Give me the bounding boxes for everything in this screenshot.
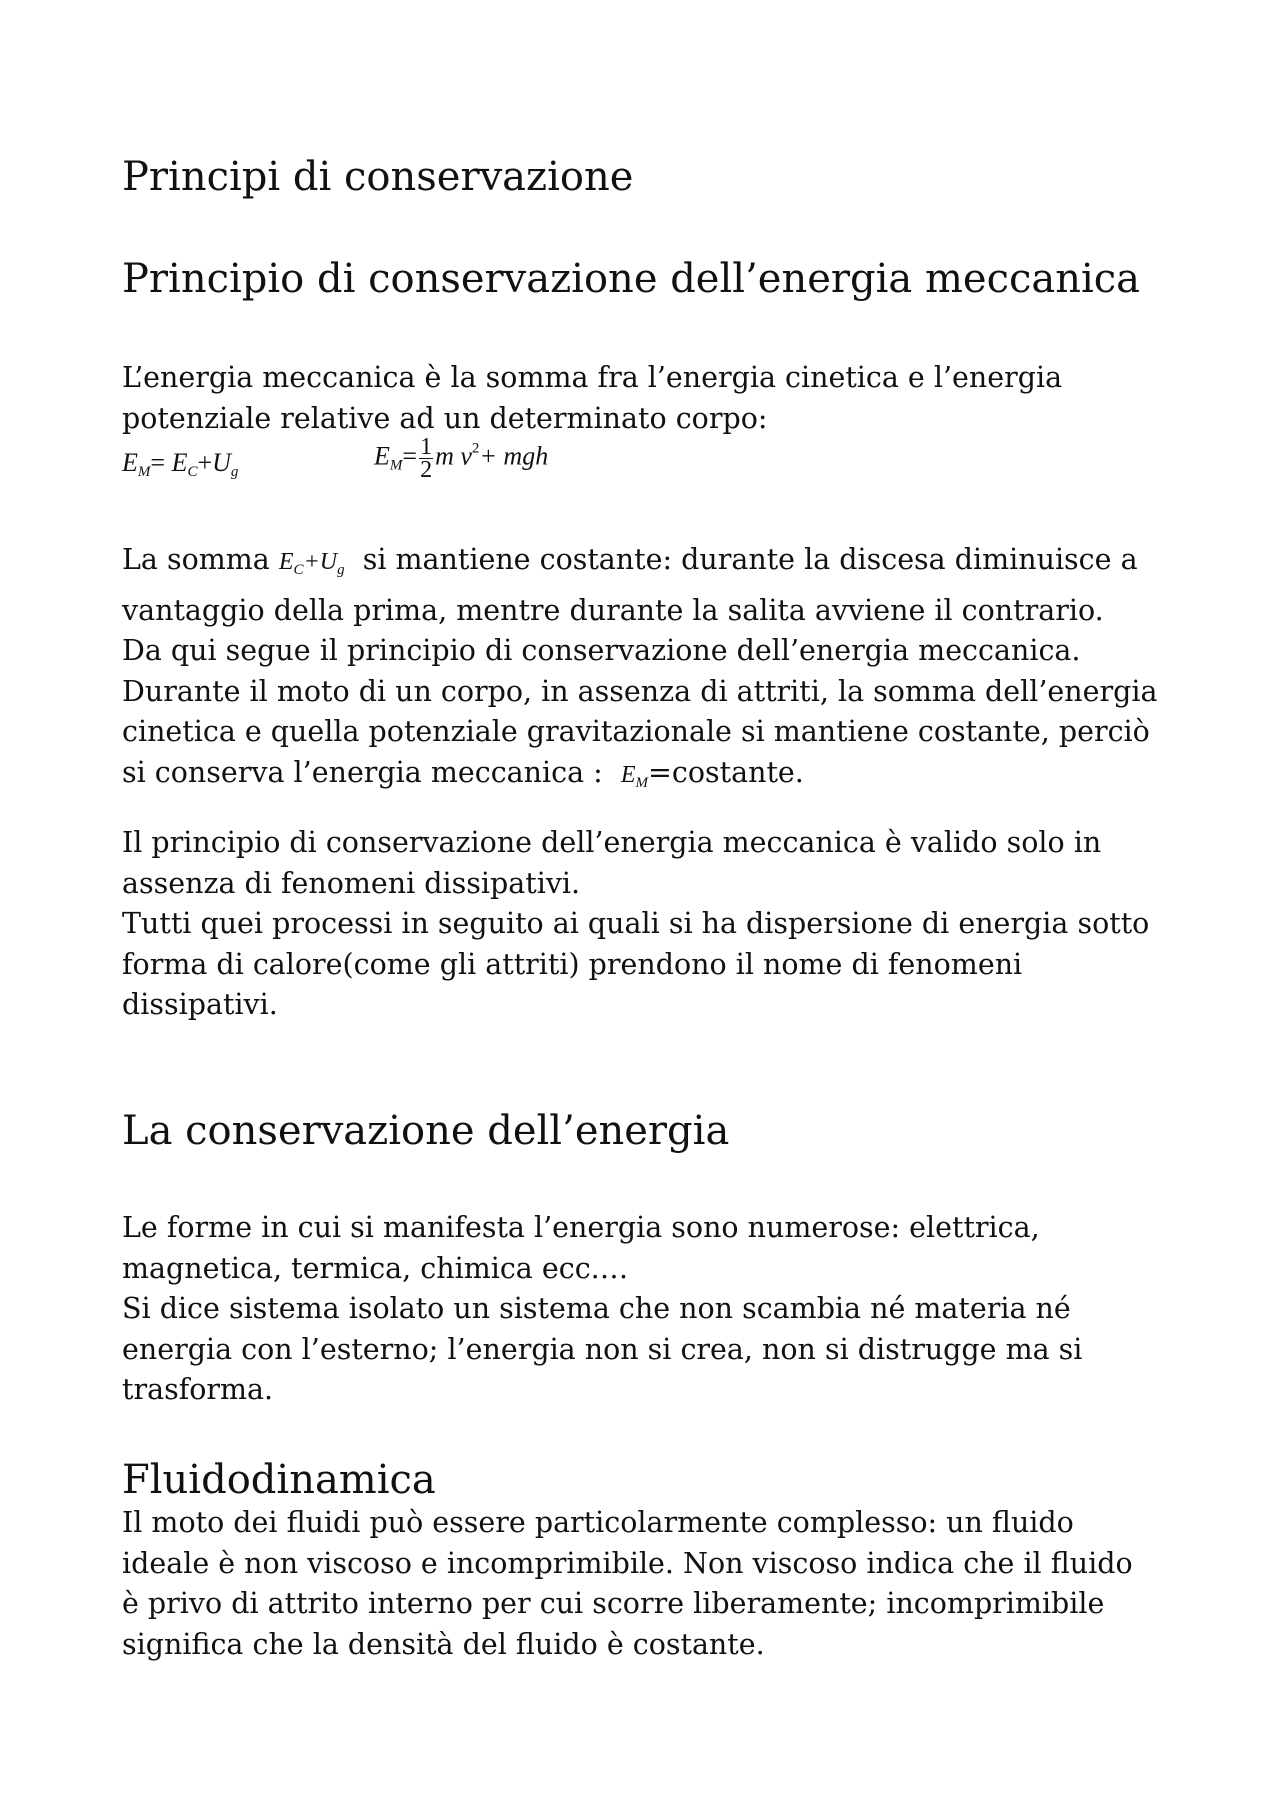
paragraph-dissipative (122, 823, 1182, 1026)
text-line: Durante il moto di un corpo, in assenza di attriti, la somma dell’energia (122, 674, 1158, 708)
text-line: Il moto dei fluidi può essere particolarmente complesso: un fluido (122, 1506, 1074, 1539)
formula-em-kinetic-potential: $E_M=$ $\frac{1}{2}$ m $v^2+$ mgh (374, 434, 549, 483)
text-line: forma di calore(come gli attriti) prendono il nome di fenomeni (122, 947, 1023, 981)
text-line: si conserva l’energia meccanica : $E_M=costante$. (122, 755, 804, 791)
text-line: assenza di fenomeni dissipativi. (122, 866, 581, 900)
text-line: Le forme in cui si manifesta l’energia sono numerose: elettrica, (122, 1211, 1040, 1244)
text-line: significa che la densità del fluido è costante. (122, 1627, 765, 1661)
text-line: La somma $E_C+U_g$ si mantiene costante: durante la discesa diminuisce a (122, 543, 1138, 578)
text-line: trasforma. (122, 1373, 274, 1406)
section-heading-fluidodinamica: Fluidodinamica (122, 1457, 436, 1503)
paragraph-conservation (122, 540, 1182, 803)
text-line: cinetica e quella potenziale gravitazionale si mantiene costante, perciò (122, 715, 1150, 748)
text-line: ideale è non viscoso e incomprimibile. Non viscoso indica che il fluido (122, 1546, 1133, 1580)
paragraph-definition (122, 358, 1182, 439)
paragraph-fluids (122, 1503, 1182, 1665)
inline-formula-ec-ug: $E_C+U_g$ (278, 549, 345, 578)
text-line: Si dice sistema isolato un sistema che non scambia né materia né (122, 1292, 1071, 1325)
section-heading-conservazione-energia: La conservazione dell’energia (122, 1108, 730, 1154)
fraction-one-half: $\frac{1}{2}$ (420, 434, 433, 483)
paragraph-energy-forms (122, 1208, 1182, 1411)
text-line: dissipativi. (122, 988, 278, 1021)
formula-em-sum: $E_M= E_C+U_g$ (122, 448, 239, 480)
inline-formula-em: $E_M$ (620, 761, 649, 791)
document-title: Principi di conservazione (122, 154, 634, 200)
text-line: Tutti quei processi in seguito ai quali si ha dispersione di energia sotto (122, 907, 1150, 940)
text-line: Da qui segue il principio di conservazione dell’energia meccanica. (122, 634, 1081, 667)
text-line: energia con l’esterno; l’energia non si crea, non si distrugge ma si (122, 1332, 1083, 1366)
text-line: vantaggio della prima, mentre durante la salita avviene il contrario. (122, 593, 1104, 627)
text-line: potenziale relative ad un determinato corpo: (122, 401, 768, 435)
text-line: L’energia meccanica è la somma fra l’energia cinetica e l’energia (122, 361, 1063, 394)
text-line: è privo di attrito interno per cui scorre liberamente; incomprimibile (122, 1587, 1105, 1620)
text-line: magnetica, termica, chimica ecc.… (122, 1251, 629, 1285)
text-line: Il principio di conservazione dell’energia meccanica è valido solo in (122, 826, 1102, 859)
section-heading-energia-meccanica: Principio di conservazione dell’energia meccanica (122, 256, 1141, 302)
